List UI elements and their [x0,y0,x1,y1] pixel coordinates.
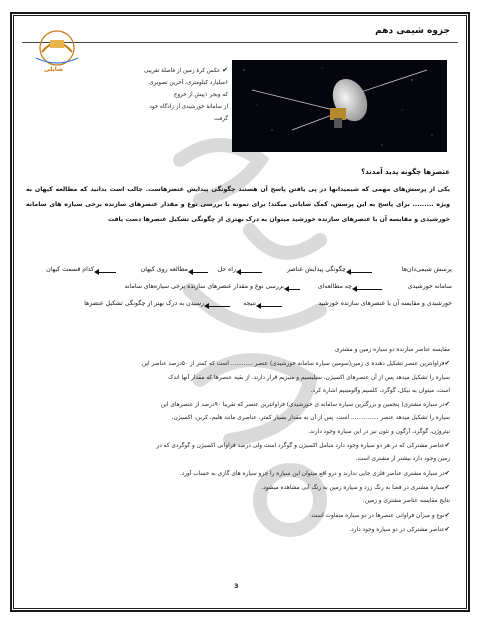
check-icon: ✔ [444,359,450,368]
arrow-left-icon [350,272,372,273]
flow-node: کدام قسمت کیهان [46,266,94,273]
body-line: است، میتوان به نیکل، گوگرد، کلسیم وآلومینیم اشاره کرد. [310,387,450,394]
arrow-left-icon [192,272,208,273]
body-line: ✔در سیاره مشتری( پنجمین و بزرگترین سیاره سامانه ی خورشیدی) فراوانترین عنصر که تقریبا ۹۰درصد از عنصرهای این [160,400,450,409]
body-line: ✔سیاره مشتری در فضا به رنگ زرد و سیاره زمین به رنگ آبی مشاهده میشود. [261,482,450,491]
arrow-left-icon [240,272,262,273]
check-icon: ✔ [444,400,450,409]
arrow-left-icon [98,272,116,273]
body-line: ✔نوع و میزان فراوانی عنصرها در دو سیاره متفاوت است. [309,510,450,519]
flow-node: بررسی نوع و مقدار عنصرهای سازنده برخی سیاره‌های سامانه [124,283,284,290]
flow-node: مطالعه روی کیهان [140,266,188,273]
body-subheading: مقایسه عناصر سازنده دو سیاره زمین و مشتری [334,347,450,353]
document-title: جزوه شیمی دهم [375,26,450,36]
flow-row-2 [22,283,452,297]
intro-paragraph: یکی از پرسش‌های مهمی که شیمیدانها در پی یافتن پاسخ آن هستند چگونگی پیدایش عنصرهاست. جالب است بدانید که مطالعه کیهان به ویژه ......... برای پاسخ به این پرسش، کمک شایانی میکند؛ برای نمونه با بررسی نوع و مقدار عنصرهای سازنده برخی سیاره های سامانه خورشیدی و مقایسه آن با عنصرهای سازنده خورشید میتوان به درک بهتری از چگونگی تشکیل عنصرها دست یافت [26,186,450,223]
body-line: ✔عناصر مشترکی که در هر دو سیاره وجود دارد شامل اکسیژن و گوگرد است ولی درصد فراوانی اکسیژن و گوگردی که در [156,441,450,450]
arrow-left-icon [288,289,300,290]
flow-node: پرسش شیمی‌دان‌ها [401,266,452,273]
caption-line: ۶میلیارد کیلومتری، آخرین تصویری [149,80,228,86]
body-line: ✔عناصر مشترکی در دو سیاره وجود دارد. [349,524,450,533]
check-icon: ✔ [222,66,228,74]
check-icon: ✔ [444,510,450,519]
flow-node: چگونگی پیدایش عناصر [287,266,346,273]
body-line: سیاره را تشکیل میدهد عنصر ............... است. پس از آن به مقدار بسیار کمتر، عناصری مانند هلیم، کربن، اکسیژن، [171,415,450,422]
flow-node: سامانه خورشیدی [407,283,452,290]
page-number: 3 [234,582,239,590]
logo-text: شایلی [44,66,63,73]
photo-caption [118,64,228,125]
caption-line: که ویجر ۱پیش از خروج [173,92,228,98]
caption-line: گرفت [214,116,228,122]
flow-node: راه حل [217,266,236,273]
flow-row-1 [22,266,452,280]
arrow-left-icon [260,306,282,307]
check-icon: ✔ [444,441,450,450]
arrow-left-icon [208,306,230,307]
body-line: زمین وجود دارد بیشتر از مشتری است. [355,456,450,463]
caption-line: ✔ عکس کرهٔ زمین از فاصلهٔ تقریبی [143,66,228,74]
check-icon: ✔ [444,482,450,491]
flow-node: چه مطالعه‌ای [317,283,352,290]
flow-node: نتیجه [243,300,256,307]
body-line: ✔فراوانترین عنصر تشکیل دهنده ی زمین(سومین سیاره سامانه خورشیدی) عنصر ............ است که کمتر از ۵۰درصد عناصر این [142,359,450,368]
body-line: ✔در سیاره مشتری عناصر فلزی جایی ندارند و درو اقع میتوان این سیاره را جزو سیاره های گازی به حساب آورد. [179,468,450,477]
arrow-left-icon [356,289,382,290]
flow-row-3 [22,300,452,314]
body-line: نیتروژن، گوگرد، آرگون و نئون نیز در این سیاره وجود دارند. [308,428,450,435]
flow-node: خورشیدی و مقایسه آن با عنصرهای سازنده خورشید [318,300,452,307]
header-divider [22,42,458,43]
comparison-text [26,344,450,537]
body-line: سیاره را تشکیل میدهد پس از آن عنصرهای اکسیژن، سیلیسیم و منیزیم قرار دارند. از بقیه عنصرها که مقدار آنها اندک [168,374,450,381]
check-icon: ✔ [444,524,450,533]
section-heading: عنصرها چگونه پدید آمدند؟ [361,168,450,176]
caption-line: از سامانهٔ خورشیدی از زادگاه خود [149,104,228,110]
body-subheading: نتایج مقایسه عناصر مشتری و زمین: [362,498,450,505]
flow-node: رسیدن به درک بهتر از چگونگی تشکیل عنصرها [84,300,204,307]
voyager-spacecraft-image [232,60,447,152]
check-icon: ✔ [444,468,450,477]
